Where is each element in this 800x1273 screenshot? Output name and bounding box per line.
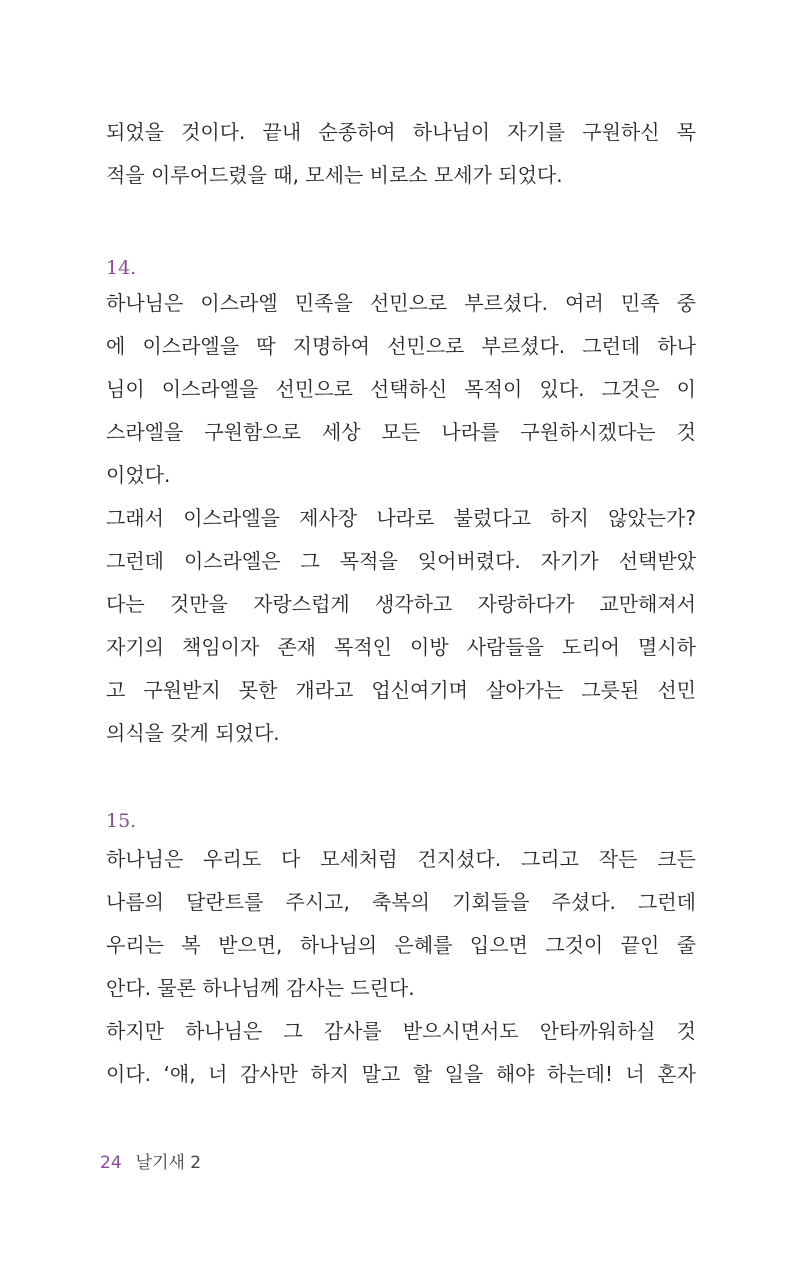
text-line: 하나님은 우리도 다 모세처럼 건지셨다. 그리고 작든 크든 bbox=[106, 847, 696, 871]
section-number-14: 14. bbox=[106, 257, 137, 279]
text-line: 그래서 이스라엘을 제사장 나라로 불렀다고 하지 않았는가? bbox=[106, 506, 696, 530]
text-line: 되었을 것이다. 끝내 순종하여 하나님이 자기를 구원하신 목 bbox=[106, 120, 696, 144]
text-line: 우리는 복 받으면, 하나님의 은혜를 입으면 그것이 끝인 줄 bbox=[106, 933, 696, 957]
text-line: 님이 이스라엘을 선민으로 선택하신 목적이 있다. 그것은 이 bbox=[106, 377, 696, 401]
intro-paragraph bbox=[106, 118, 696, 189]
text-line: 고 구원받지 못한 개라고 업신여기며 살아가는 그릇된 선민 bbox=[106, 678, 696, 702]
text-line: 안다. 물론 하나님께 감사는 드린다. bbox=[106, 976, 415, 1000]
book-title: 날기새 2 bbox=[135, 1153, 202, 1173]
text-line: 적을 이루어드렸을 때, 모세는 비로소 모세가 되었다. bbox=[106, 163, 563, 187]
text-line: 하지만 하나님은 그 감사를 받으시면서도 안타까워하실 것 bbox=[106, 1019, 696, 1043]
text-line: 에 이스라엘을 딱 지명하여 선민으로 부르셨다. 그런데 하나 bbox=[106, 334, 696, 358]
text-line: 자기의 책임이자 존재 목적인 이방 사람들을 도리어 멸시하 bbox=[106, 635, 696, 659]
section-15-body bbox=[106, 845, 696, 1088]
text-line: 이다. ‘얘, 너 감사만 하지 말고 할 일을 해야 하는데! 너 혼자 bbox=[106, 1062, 696, 1086]
text-line: 하나님은 이스라엘 민족을 선민으로 부르셨다. 여러 민족 중 bbox=[106, 291, 696, 315]
text-line: 나름의 달란트를 주시고, 축복의 기회들을 주셨다. 그런데 bbox=[106, 890, 696, 914]
text-line: 그런데 이스라엘은 그 목적을 잊어버렸다. 자기가 선택받았 bbox=[106, 549, 696, 573]
text-line: 다는 것만을 자랑스럽게 생각하고 자랑하다가 교만해져서 bbox=[106, 592, 696, 616]
page-footer bbox=[100, 1152, 201, 1174]
section-number-15: 15. bbox=[106, 810, 137, 832]
text-line: 이었다. bbox=[106, 463, 171, 487]
text-line: 의식을 갖게 되었다. bbox=[106, 721, 280, 745]
page-number: 24 bbox=[100, 1153, 122, 1173]
section-14-body bbox=[106, 289, 696, 747]
text-line: 스라엘을 구원함으로 세상 모든 나라를 구원하시겠다는 것 bbox=[106, 420, 696, 444]
